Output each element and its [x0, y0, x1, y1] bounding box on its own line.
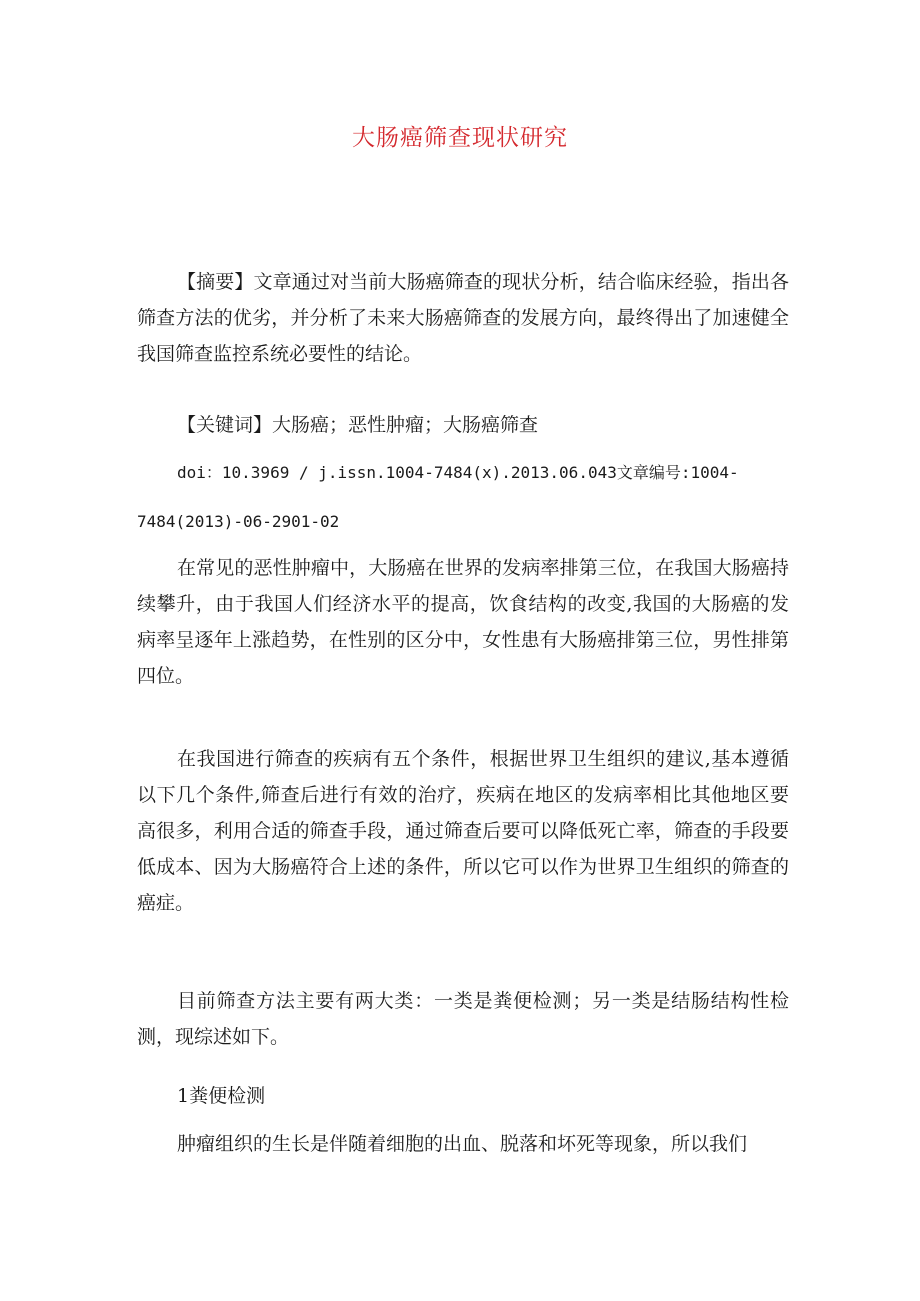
abstract-paragraph — [137, 264, 789, 372]
keywords-paragraph — [137, 407, 789, 443]
doi-line-1 — [137, 455, 789, 491]
abstract-text: 【摘要】文章通过对当前大肠癌筛查的现状分析，结合临床经验，指出各筛查方法的优劣，并分析了未来大肠癌筛查的发展方向，最终得出了加速健全我国筛查监控系统必要性的结论。 — [137, 271, 789, 365]
body-paragraph-1 — [137, 550, 789, 694]
keywords-text: 【关键词】大肠癌；恶性肿瘤；大肠癌筛查 — [177, 414, 539, 436]
section-heading-1 — [137, 1078, 789, 1114]
paragraph-text: 在常见的恶性肿瘤中，大肠癌在世界的发病率排第三位，在我国大肠癌持续攀升，由于我国人们经济水平的提高，饮食结构的改变,我国的大肠癌的发病率呈逐年上涨趋势，在性别的区分中，女性患有大肠癌排第三位，男性排第四位。 — [137, 557, 789, 687]
document-title: 大肠癌筛查现状研究 — [352, 125, 568, 151]
doi-text-1: doi：10.3969 / j.issn.1004-7484(x).2013.06.043文章编号:1004- — [177, 463, 739, 482]
paragraph-text: 肿瘤组织的生长是伴随着细胞的出血、脱落和坏死等现象，所以我们 — [177, 1133, 748, 1155]
body-paragraph-3 — [137, 983, 789, 1055]
body-paragraph-4 — [137, 1126, 789, 1162]
doi-line-2 — [137, 504, 789, 540]
section-heading-text: 1粪便检测 — [177, 1085, 266, 1107]
paragraph-text: 在我国进行筛查的疾病有五个条件，根据世界卫生组织的建议,基本遵循以下几个条件,筛查后进行有效的治疗，疾病在地区的发病率相比其他地区要高很多，利用合适的筛查手段，通过筛查后要可以降低死亡率，筛查的手段要低成本、因为大肠癌符合上述的条件，所以它可以作为世界卫生组织的筛查的癌症。 — [137, 748, 789, 914]
doi-text-2: 7484(2013)-06-2901-02 — [137, 512, 340, 531]
body-paragraph-2 — [137, 741, 789, 921]
paragraph-text: 目前筛查方法主要有两大类：一类是粪便检测；另一类是结肠结构性检测，现综述如下。 — [137, 990, 789, 1048]
